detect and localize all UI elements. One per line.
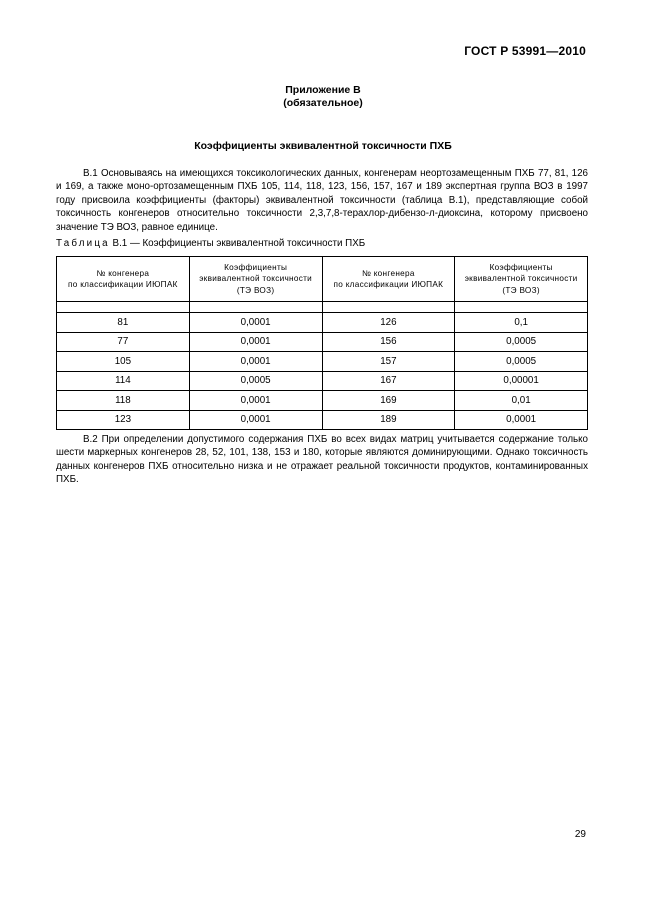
table-row	[57, 371, 588, 391]
header-text: (ТЭ ВОЗ)	[236, 285, 275, 295]
header-text: (ТЭ ВОЗ)	[502, 285, 540, 295]
cell-congener: 114	[57, 371, 190, 391]
cell-congener: 81	[57, 313, 190, 333]
table-row	[57, 410, 588, 430]
header-text: Коэффициенты	[224, 262, 288, 272]
cell-tef: 0,01	[455, 391, 588, 411]
cell-congener: 126	[322, 313, 455, 333]
cell-congener: 118	[57, 391, 190, 411]
cell-congener: 77	[57, 332, 190, 352]
paragraph-b2: В.2 При определении допустимого содержания ПХБ во всех видах матриц учитывается содержание только шести маркерных конгенеров 28, 52, 101, 138, 153 и 180, которые являются доминирующими. Однако токсичность данных конгенеров ПХБ относительно низка и не отражает реальной токсичности продуктов, контаминированных ПХБ.	[56, 434, 588, 486]
cell-congener: 123	[57, 410, 190, 430]
table-caption-label: Таблица	[56, 238, 110, 249]
cell-tef: 0,0001	[189, 410, 322, 430]
cell-congener: 105	[57, 352, 190, 372]
cell-congener: 169	[322, 391, 455, 411]
cell-tef: 0,0001	[189, 391, 322, 411]
table-header-spacer	[57, 302, 588, 313]
table-header-row	[57, 257, 588, 302]
paragraph-b1: В.1 Основываясь на имеющихся токсикологических данных, конгенерам неортозамещенным ПХБ 77, 81, 126 и 169, а также моно-ортозамещенным ПХБ 105, 114, 118, 123, 156, 157, 167 и 189 экспертная группа ВОЗ в 1997 году присвоила коэффициенты (факторы) эквивалентной токсичности (таблица В.1), представляющие собой токсичность конгенеров относительно токсичности 2,3,7,8-терахлор-дибензо-л-диоксина, которому присвоено значение ТЭ ВОЗ, равное единице.	[56, 168, 588, 233]
header-congener-number-1	[57, 257, 190, 302]
spacer-cell	[322, 302, 455, 313]
cell-tef: 0,0005	[455, 332, 588, 352]
appendix-status: (обязательное)	[283, 97, 363, 109]
table-caption-text: В.1 — Коэффициенты эквивалентной токсичности ПХБ	[109, 238, 366, 249]
document-standard-code: ГОСТ Р 53991—2010	[464, 44, 586, 58]
cell-congener: 189	[322, 410, 455, 430]
header-congener-number-2	[322, 257, 455, 302]
header-text: эквивалентной токсичности	[464, 274, 578, 284]
cell-tef: 0,0005	[455, 352, 588, 372]
header-text: по классификации ИЮПАК	[68, 280, 178, 289]
cell-tef: 0,1	[455, 313, 588, 333]
table-row	[57, 391, 588, 411]
cell-tef: 0,00001	[455, 371, 588, 391]
header-text: № конгенера	[362, 268, 415, 278]
section-title: Коэффициенты эквивалентной токсичности ПХБ	[194, 140, 452, 152]
header-text: Коэффициенты	[489, 262, 553, 272]
spacer-cell	[455, 302, 588, 313]
table-caption	[56, 238, 365, 249]
appendix-heading	[0, 84, 646, 110]
cell-tef: 0,0005	[189, 371, 322, 391]
spacer-cell	[189, 302, 322, 313]
cell-tef: 0,0001	[455, 410, 588, 430]
appendix-title: Приложение В	[285, 84, 361, 96]
tef-table	[56, 256, 588, 430]
cell-congener: 157	[322, 352, 455, 372]
header-text: по классификации ИЮПАК	[333, 280, 444, 289]
cell-congener: 167	[322, 371, 455, 391]
header-text: эквивалентной токсичности	[199, 274, 313, 284]
spacer-cell	[57, 302, 190, 313]
cell-tef: 0,0001	[189, 332, 322, 352]
header-text: № конгенера	[96, 268, 150, 278]
page-number: 29	[574, 829, 586, 840]
header-tef-1	[189, 257, 322, 302]
header-tef-2	[455, 257, 588, 302]
cell-tef: 0,0001	[189, 352, 322, 372]
cell-congener: 156	[322, 332, 455, 352]
table-row	[57, 332, 588, 352]
cell-tef: 0,0001	[189, 313, 322, 333]
table-row	[57, 313, 588, 333]
table-row	[57, 352, 588, 372]
